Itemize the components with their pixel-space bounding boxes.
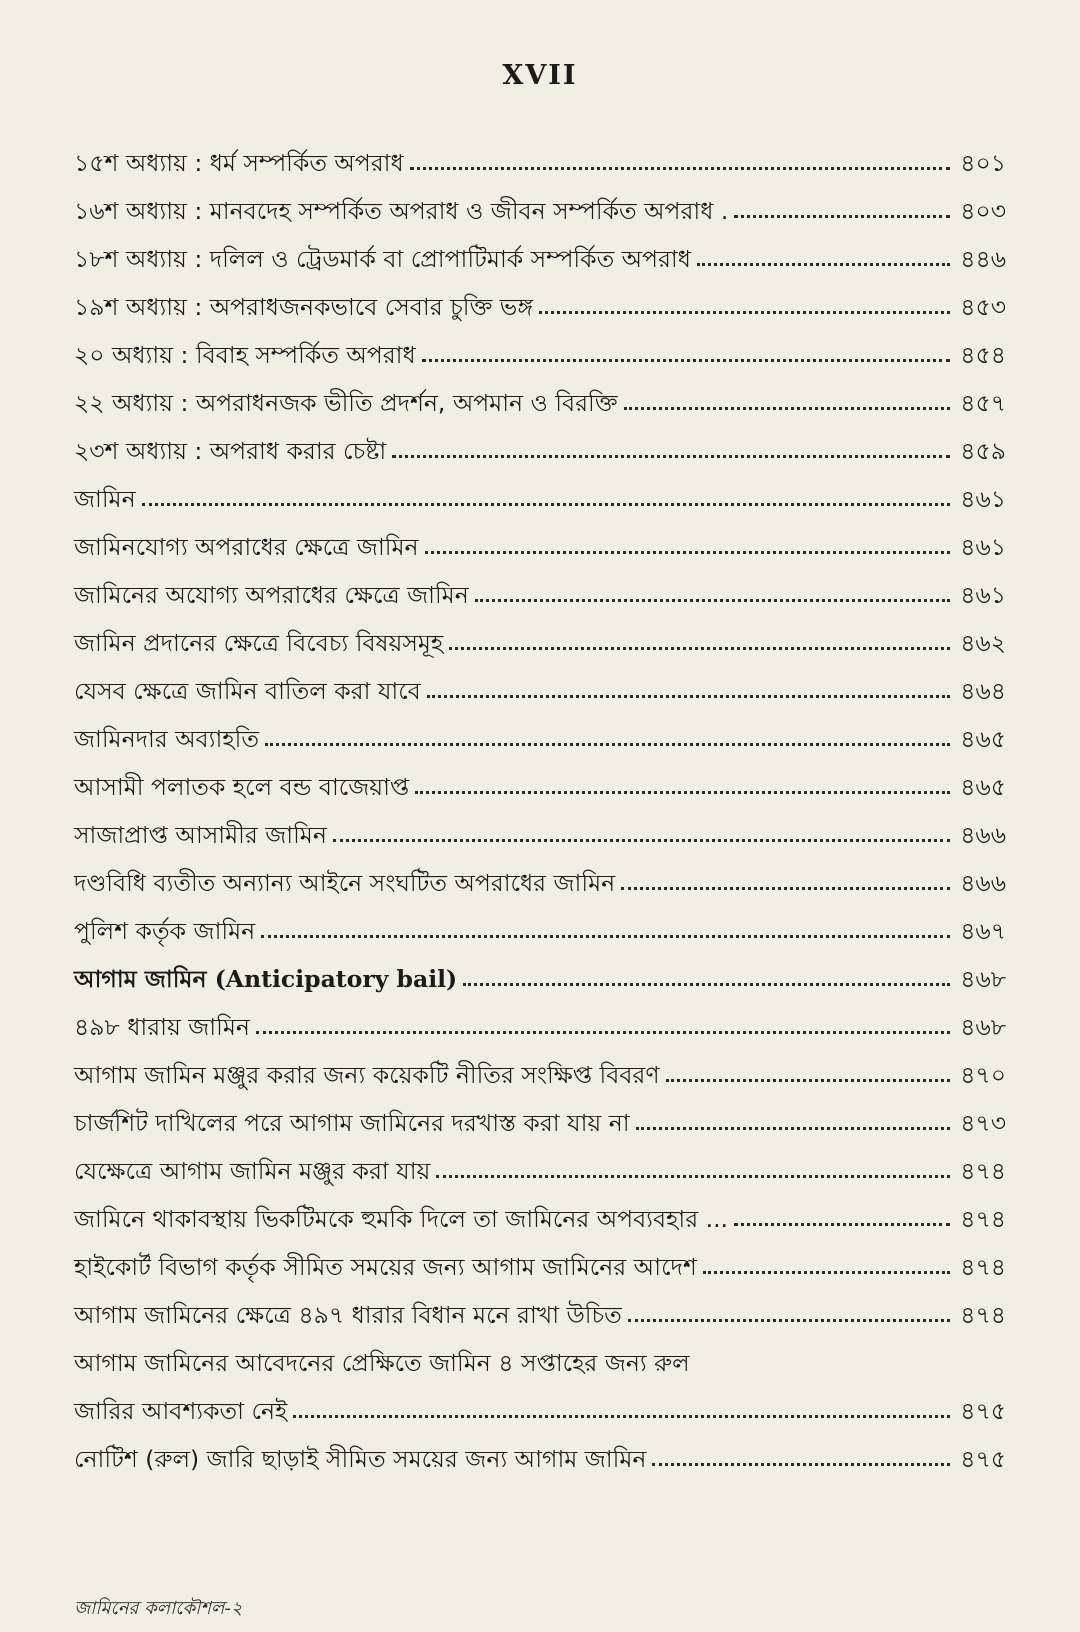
toc-entry-title xyxy=(74,964,457,994)
dot-leader xyxy=(422,359,950,362)
toc-entry-title-text: জামিনে থাকাবস্থায় ভিকটিমকে হুমকি দিলে তা জামিনের অপব্যবহার ... xyxy=(74,1205,729,1233)
toc-entry-page-number: ৪৫৩ xyxy=(960,293,1006,321)
toc-entry xyxy=(74,610,1006,658)
toc-entry-page-number: ৪৬১ xyxy=(960,485,1006,513)
toc-entry xyxy=(74,178,1006,226)
toc-entry-title xyxy=(74,244,691,274)
dot-leader xyxy=(392,455,950,458)
toc-entry-title xyxy=(74,436,386,466)
toc-entry-title xyxy=(74,484,136,514)
dot-leader xyxy=(703,1271,950,1274)
toc-entry-title-text: দণ্ডবিধি ব্যতীত অন্যান্য আইনে সংঘটিত অপরাধের জামিন xyxy=(74,869,616,897)
toc-entry xyxy=(74,1042,1006,1090)
toc-entry-page-number: ৪৭০ xyxy=(960,1061,1006,1089)
dot-leader xyxy=(436,1175,950,1178)
toc-entry-title-text: পুলিশ কর্তৃক জামিন xyxy=(74,917,256,945)
toc-entry-page-number: ৪৬৮ xyxy=(960,1013,1006,1041)
toc-entry-title xyxy=(74,1060,660,1090)
toc-entry-title-text: জারির আবশ্যকতা নেই xyxy=(74,1397,288,1425)
toc-entry xyxy=(74,418,1006,466)
toc-entry-page-number: ৪৫৪ xyxy=(960,341,1006,369)
toc-entry xyxy=(74,130,1006,178)
toc-entry xyxy=(74,274,1006,322)
toc-entry xyxy=(74,946,1006,994)
book-footer: জামিনের কলাকৌশল-২ xyxy=(74,1598,243,1619)
toc-entry xyxy=(74,658,1006,706)
dot-leader xyxy=(628,1319,950,1322)
dot-leader xyxy=(621,887,950,890)
dot-leader xyxy=(652,1463,950,1466)
toc-entry-title xyxy=(74,292,533,322)
toc-entry xyxy=(74,1234,1006,1282)
toc-entry xyxy=(74,514,1006,562)
toc-entry-page-number: ৪৭৪ xyxy=(960,1157,1006,1185)
toc-entry-title xyxy=(74,580,469,610)
dot-leader xyxy=(410,167,950,170)
toc-entry-title xyxy=(74,1300,622,1330)
toc-entry xyxy=(74,466,1006,514)
dot-leader xyxy=(734,215,950,218)
toc-entry-title xyxy=(74,868,615,898)
toc-entry-title xyxy=(74,1204,728,1234)
toc-entry-title-text: হাইকোর্ট বিভাগ কর্তৃক সীমিত সময়ের জন্য আগাম জামিনের আদেশ xyxy=(74,1253,697,1281)
toc-entry-page-number: ৪৭৪ xyxy=(960,1301,1006,1329)
toc-entry-page-number: ৪৬৫ xyxy=(960,773,1006,801)
dot-leader xyxy=(636,1127,950,1130)
dot-leader xyxy=(256,1031,950,1034)
toc-entry-page-number: ৪৬২ xyxy=(960,629,1006,657)
toc-entry xyxy=(74,226,1006,274)
toc-entry-page-number: ৪৬৬ xyxy=(960,869,1006,897)
toc-entry xyxy=(74,562,1006,610)
toc-entry-title-text: ২০ অধ্যায় : বিবাহ সম্পর্কিত অপরাধ xyxy=(74,341,416,369)
toc-entry-title-text: নোটিশ (রুল) জারি ছাড়াই সীমিত সময়ের জন্য আগাম জামিন xyxy=(74,1445,647,1473)
page-roman-number: XVII xyxy=(502,60,578,91)
toc-entry xyxy=(74,1282,1006,1330)
toc-entry-page-number: ৪৬৭ xyxy=(960,917,1006,945)
toc-entry-title-text: আসামী পলাতক হলে বন্ড বাজেয়াপ্ত xyxy=(74,773,410,801)
dot-leader xyxy=(261,935,950,938)
dot-leader xyxy=(697,263,950,266)
toc-entry xyxy=(74,994,1006,1042)
toc-entry-title-text: ২২ অধ্যায় : অপরাধনজক ভীতি প্রদর্শন, অপমান ও বিরক্তি xyxy=(74,389,618,417)
toc-entry-title-text: জামিনের অযোগ্য অপরাধের ক্ষেত্রে জামিন xyxy=(74,581,469,609)
toc-entry-title xyxy=(74,772,409,802)
toc-entry-title xyxy=(74,820,327,850)
toc-entry-title-text: ১৫শ অধ্যায় : ধর্ম সম্পর্কিত অপরাধ xyxy=(74,149,404,177)
table-of-contents xyxy=(74,130,1006,1474)
dot-leader xyxy=(142,503,950,506)
toc-entry-page-number: ৪৬১ xyxy=(960,581,1006,609)
toc-entry-title-text: জামিনযোগ্য অপরাধের ক্ষেত্রে জামিন xyxy=(74,533,419,561)
dot-leader xyxy=(463,983,950,986)
toc-entry-page-number: ৪৬৬ xyxy=(960,821,1006,849)
toc-entry xyxy=(74,802,1006,850)
toc-entry xyxy=(74,1090,1006,1138)
toc-entry-title-text: যেক্ষেত্রে আগাম জামিন মঞ্জুর করা যায় xyxy=(74,1157,431,1185)
toc-entry xyxy=(74,370,1006,418)
toc-entry xyxy=(74,754,1006,802)
toc-entry-title xyxy=(74,1012,250,1042)
toc-entry-title xyxy=(74,148,404,178)
toc-entry-page-number: ৪৬৪ xyxy=(960,677,1006,705)
toc-entry-page-number: ৪৭৫ xyxy=(960,1445,1006,1473)
toc-entry-title xyxy=(74,1108,630,1138)
toc-entry-page-number: ৪৬৮ xyxy=(960,965,1006,993)
toc-entry-title-text: আগাম জামিন মঞ্জুর করার জন্য কয়েকটি নীতির সংক্ষিপ্ত বিবরণ xyxy=(74,1061,660,1089)
toc-entry-title xyxy=(74,1252,697,1282)
toc-entry-page-number: ৪৭৫ xyxy=(960,1397,1006,1425)
toc-entry-page-number: ৪৬১ xyxy=(960,533,1006,561)
toc-entry-title-text: ৪৯৮ ধারায় জামিন xyxy=(74,1013,250,1041)
toc-entry xyxy=(74,898,1006,946)
toc-entry-page-number: ৪৬৫ xyxy=(960,725,1006,753)
toc-entry-page-number: ৪০৩ xyxy=(960,197,1006,225)
toc-entry xyxy=(74,1330,1006,1378)
toc-entry xyxy=(74,1378,1006,1426)
toc-entry-title-text: যেসব ক্ষেত্রে জামিন বাতিল করা যাবে xyxy=(74,677,421,705)
toc-entry-title-text: ১৬শ অধ্যায় : মানবদেহ সম্পর্কিত অপরাধ ও জীবন সম্পর্কিত অপরাধ . xyxy=(74,197,729,225)
dot-leader xyxy=(666,1079,950,1082)
toc-entry-title-text: ১৯শ অধ্যায় : অপরাধজনকভাবে সেবার চুক্তি ভঙ্গ xyxy=(74,293,533,321)
toc-entry xyxy=(74,322,1006,370)
toc-entry-title-english: (Anticipatory bail) xyxy=(214,965,458,993)
toc-entry-title xyxy=(74,1396,287,1426)
toc-entry-page-number: ৪৭৩ xyxy=(960,1109,1006,1137)
toc-entry-title xyxy=(74,628,443,658)
toc-entry-title-text: ১৮শ অধ্যায় : দলিল ও ট্রেডমার্ক বা প্রোপাটিমার্ক সম্পর্কিত অপরাধ xyxy=(74,245,691,273)
dot-leader xyxy=(734,1223,950,1226)
toc-entry-title xyxy=(74,1444,646,1474)
toc-entry xyxy=(74,1426,1006,1474)
toc-entry-page-number: ৪৫৭ xyxy=(960,389,1006,417)
toc-entry-title xyxy=(74,1156,430,1186)
toc-entry xyxy=(74,1138,1006,1186)
toc-entry-page-number: ৪০১ xyxy=(960,149,1006,177)
toc-entry-title xyxy=(74,196,728,226)
toc-entry-title-text: জামিন xyxy=(74,485,136,513)
dot-leader xyxy=(333,839,950,842)
toc-entry-page-number: ৪৫৯ xyxy=(960,437,1006,465)
toc-entry-title-text: ২৩শ অধ্যায় : অপরাধ করার চেষ্টা xyxy=(74,437,387,465)
toc-entry xyxy=(74,850,1006,898)
dot-leader xyxy=(427,695,950,698)
toc-entry-title xyxy=(74,340,416,370)
dot-leader xyxy=(415,791,950,794)
toc-entry-title-text: সাজাপ্রাপ্ত আসামীর জামিন xyxy=(74,821,327,849)
toc-entry-title-text: জামিনদার অব্যাহতি xyxy=(74,725,259,753)
toc-entry-title-text: চার্জশিট দাখিলের পরে আগাম জামিনের দরখাস্ত করা যায় না xyxy=(74,1109,630,1137)
toc-entry-page-number: ৪৪৬ xyxy=(960,245,1006,273)
toc-entry-title xyxy=(74,1348,690,1378)
toc-entry xyxy=(74,706,1006,754)
dot-leader xyxy=(425,551,950,554)
dot-leader xyxy=(265,743,950,746)
dot-leader xyxy=(449,647,950,650)
toc-entry-title xyxy=(74,724,259,754)
toc-entry-page-number: ৪৭৪ xyxy=(960,1205,1006,1233)
toc-entry-title-text: আগাম জামিনের আবেদনের প্রেক্ষিতে জামিন ৪ সপ্তাহের জন্য রুল xyxy=(74,1349,690,1377)
dot-leader xyxy=(624,407,950,410)
toc-entry-title-text: আগাম জামিনের ক্ষেত্রে ৪৯৭ ধারার বিধান মনে রাখা উচিত xyxy=(74,1301,622,1329)
toc-entry-title xyxy=(74,532,419,562)
toc-entry-title-text: জামিন প্রদানের ক্ষেত্রে বিবেচ্য বিষয়সমূহ xyxy=(74,629,444,657)
dot-leader xyxy=(293,1415,950,1418)
toc-entry-title xyxy=(74,676,421,706)
toc-entry-title xyxy=(74,916,255,946)
toc-entry-title-text: আগাম জামিন xyxy=(74,965,207,993)
dot-leader xyxy=(539,311,950,314)
toc-entry-page-number: ৪৭৪ xyxy=(960,1253,1006,1281)
toc-entry xyxy=(74,1186,1006,1234)
toc-entry-title xyxy=(74,388,618,418)
dot-leader xyxy=(475,599,950,602)
